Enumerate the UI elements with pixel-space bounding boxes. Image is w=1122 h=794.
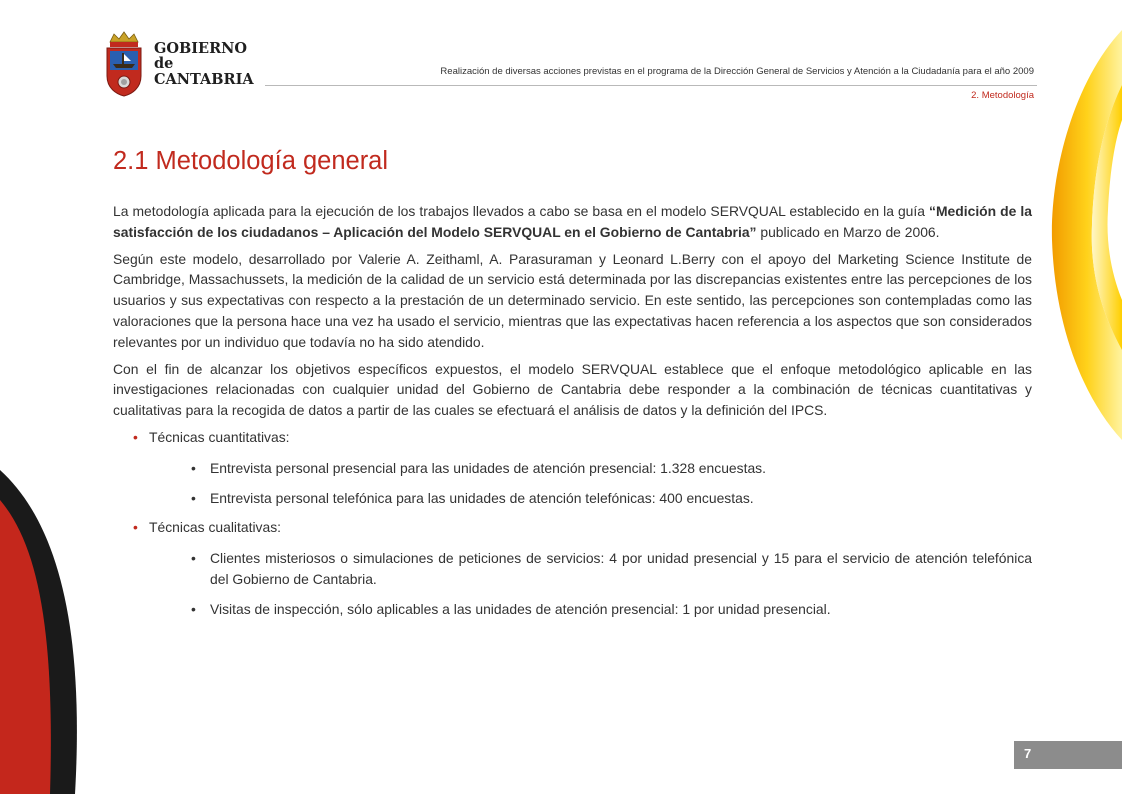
page-number: 7 xyxy=(1024,746,1032,761)
logo-text xyxy=(154,41,254,88)
bullet-qualitative: • Técnicas cualitativas: xyxy=(113,517,1032,538)
coat-of-arms-icon xyxy=(104,30,144,98)
guide-title: “Medición de la satisfacción de los ciudadanos – Aplicación del Modelo SERVQUAL en el Gobierno de Cantabria” xyxy=(113,203,1033,240)
sub-bullet-item: • Visitas de inspección, sólo aplicables a las unidades de atención presencial: 1 por unidad presencial. xyxy=(113,599,1032,620)
sub-bullet-item: • Clientes misteriosos o simulaciones de peticiones de servicios: 4 por unidad presencial y 15 para el servicio de atención telefónica del Gobierno de Cantabria. xyxy=(113,548,1032,590)
paragraph-1-end: publicado en Marzo de 2006. xyxy=(756,223,940,240)
paragraph-2: Según este modelo, desarrollado por Valerie A. Zeithaml, A. Parasuraman y Leonard L.Berry con el apoyo del Marketing Science Institute de Cambridge, Massachussets, la medición de la calidad de un servicio está determinada por las discrepancias existentes entre las percepciones de los usuarios y sus expectativas con respecto a la prestación de un determinado servicio. En este sentido, las percepciones son contempladas como las valoraciones que la persona hace una vez ha usado el servicio, mientras que las expectativas hacen referencia a los aspectos que son considerados relevantes por un individuo que todavía no ha sido atendido. xyxy=(113,250,1032,350)
logo-text-line1: GOBIERNO xyxy=(154,39,248,57)
paragraph-3: Con el fin de alcanzar los objetivos específicos expuestos, el modelo SERVQUAL establece que el enfoque metodológico aplicable en las investigaciones relacionadas con cualquier unidad del Gobierno de Cantabria debe responder a la combinación de técnicas cuantitativas y cualitativas para la recogida de datos a partir de las cuales se efectuará el análisis de datos y la definición del IPCS. xyxy=(113,360,1032,419)
gobierno-cantabria-logo xyxy=(104,28,254,100)
paragraph-1 xyxy=(113,201,1032,243)
header-subtitle: Realización de diversas acciones previstas en el programa de la Dirección General de Servicios y Atención a la Ciudadanía para el año 2009 xyxy=(440,66,1034,77)
sub-bullet-item: • Entrevista personal telefónica para las unidades de atención telefónicas: 400 encuestas. xyxy=(113,488,1032,509)
header-section-label: 2. Metodología xyxy=(971,90,1034,101)
sub-bullet-item: • Entrevista personal presencial para las unidades de atención presencial: 1.328 encuestas. xyxy=(113,458,1032,479)
paragraph-1-start: La metodología aplicada para la ejecución de los trabajos llevados a cabo se basa en el modelo SERVQUAL establecido en la guía xyxy=(113,203,930,219)
bullet-quantitative: • Técnicas cuantitativas: xyxy=(113,427,1032,448)
page-number-badge xyxy=(1014,741,1122,769)
red-dark-arc xyxy=(0,470,77,794)
yellow-swoosh xyxy=(1052,30,1122,440)
logo-text-line2: de xyxy=(154,55,174,73)
logo-text-line3: CANTABRIA xyxy=(154,70,254,88)
main-content xyxy=(113,201,1032,629)
page-title: 2.1 Metodología general xyxy=(113,147,389,175)
header-divider xyxy=(265,85,1037,86)
